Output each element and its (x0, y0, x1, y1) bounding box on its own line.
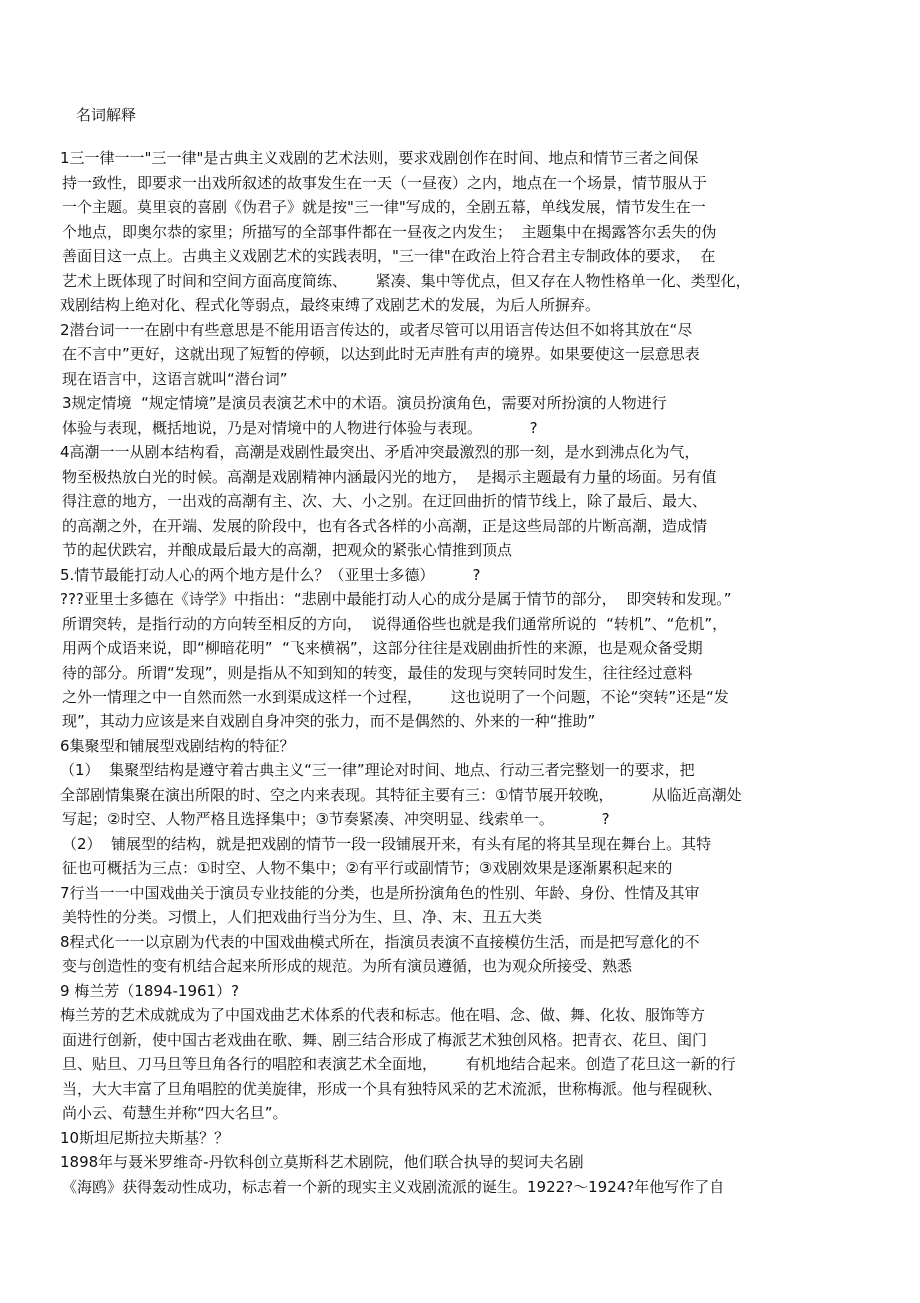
text-line: 5.情节最能打动人心的两个地方是什么？（亚里士多德） ? (60, 566, 481, 584)
text-line: 3规定情境 “规定情境”是演员表演艺术中的术语。演员扮演角色，需要对所扮演的人物进行 (62, 394, 667, 412)
text-line: 尚小云、荀慧生并称“四大名旦”。 (62, 1104, 288, 1122)
text-line: 节的起伏跌宕，并酿成最后最大的高潮，把观众的紧张心情推到顶点 (62, 541, 513, 559)
text-line: 现在语言中，这语言就叫“潜台词” (62, 370, 288, 388)
text-line: 得注意的地方，一出戏的高潮有主、次、大、小之别。在迂回曲折的情节线上，除了最后、最大、 (62, 492, 708, 510)
text-line: ???亚里士多德在《诗学》中指出：“悲剧中最能打动人心的成分是属于情节的部分， 即突转和发现。” (60, 590, 732, 608)
text-line: 8程式化一一以京剧为代表的中国戏曲模式所在，指演员表演不直接模仿生活，而是把写意化的不 (60, 933, 700, 951)
text-line: 的高潮之外，在开端、发展的阶段中，也有各式各样的小高潮，正是这些局部的片断高潮，造成情 (62, 517, 708, 535)
text-line: 《海鸥》获得轰动性成功，标志着一个新的现实主义戏剧流派的诞生。1922?～1924?年他写作了自 (62, 1178, 725, 1196)
text-line: 所谓突转，是指行动的方向转至相反的方向， 说得通俗些也就是我们通常所说的 “转机”、“危机”， (62, 615, 728, 633)
text-line: 1三一律一一"三一律"是古典主义戏剧的艺术法则，要求戏剧创作在时间、地点和情节三者之间保 (60, 149, 699, 167)
text-line: 梅兰芳的艺术成就成为了中国戏曲艺术体系的代表和标志。他在唱、念、做、舞、化妆、服饰等方 (60, 1006, 706, 1024)
text-line: 7行当一一中国戏曲关于演员专业技能的分类，也是所扮演角色的性别、年龄、身份、性情及其审 (60, 884, 700, 902)
text-line: （2） 铺展型的结构，就是把戏剧的情节一段一段铺展开来，有头有尾的将其呈现在舞台上。其特 (62, 835, 712, 853)
text-line: 持一致性，即要求一出戏所叙述的故事发生在一天（一昼夜）之内，地点在一个场景，情节服从于 (62, 174, 708, 192)
text-line: 用两个成语来说，即“柳暗花明” “飞来横祸”，这部分往往是戏剧曲折性的来源，也是观众备受期 (62, 639, 703, 657)
text-line: 征也可概括为三点：①时空、人物不集中；②有平行或副情节；③戏剧效果是逐渐累积起来的 (62, 859, 673, 877)
text-line: 在不言中”更好，这就出现了短暂的停顿，以达到此时无声胜有声的境界。如果要使这一层意思表 (62, 345, 700, 363)
text-line: （1） 集聚型结构是遵守着古典主义“三一律”理论对时间、地点、行动三者完整划一的要求，把 (60, 761, 695, 779)
text-line: 物至极热放白光的时候。高潮是戏剧精神内涵最闪光的地方， 是揭示主题最有力量的场面。另有值 (62, 468, 717, 486)
text-line: 个地点，即奥尔恭的家里；所描写的全部事件都在一昼夜之内发生； 主题集中在揭露答尔丢失的伪 (62, 223, 717, 241)
page-heading: 名词解释 (76, 106, 137, 124)
text-line: 写起；②时空、人物严格且选择集中；③节奏紧凑、冲突明显、线索单一。 ? (62, 810, 610, 828)
text-line: 之外一情理之中一自然而然一水到渠成这样一个过程， 这也说明了一个问题，不论“突转”还是“发 (62, 688, 729, 706)
text-line: 戏剧结构上绝对化、程式化等弱点，最终束缚了戏剧艺术的发展，为后人所摒弃。 (60, 296, 601, 314)
text-line: 10斯坦尼斯拉夫斯基？？ (60, 1129, 230, 1147)
text-line: 面进行创新，使中国古老戏曲在歌、舞、剧三结合形成了梅派艺术独创风格。把青衣、花旦、闺门 (62, 1031, 708, 1049)
text-line: 美特性的分类。习惯上，人们把戏曲行当分为生、旦、净、末、丑五大类 (62, 908, 543, 926)
text-line: 待的部分。所谓“发现”，则是指从不知到知的转变，最佳的发现与突转同时发生，往往经过意料 (62, 664, 693, 682)
text-line: 一个主题。莫里哀的喜剧《伪君子》就是按"三一律"写成的，全剧五幕，单线发展，情节发生在一 (62, 198, 706, 216)
text-line: 全部剧情集聚在演出所限的时、空之内来表现。其特征主要有三：①情节展开较晚， 从临近高潮处 (60, 786, 742, 804)
text-line: 现”，其动力应该是来自戏剧自身冲突的张力，而不是偶然的、外来的一种“推助” (62, 712, 596, 730)
text-line: 9 梅兰芳（1894-1961）? (60, 982, 240, 1000)
text-line: 旦、贴旦、刀马旦等旦角各行的唱腔和表演艺术全面地， 有机地结合起来。创造了花旦这一新的行 (62, 1055, 736, 1073)
text-line: 6集聚型和铺展型戏剧结构的特征？ (60, 737, 295, 755)
text-line: 2潜台词一一在剧中有些意思是不能用语言传达的，或者尽管可以用语言传达但不如将其放在“尽 (60, 321, 693, 339)
text-line: 变与创造性的变有机结合起来所形成的规范。为所有演员遵循，也为观众所接受、熟悉 (62, 957, 633, 975)
text-line: 1898年与聂米罗维奇-丹钦科创立莫斯科艺术剧院，他们联合执导的契诃夫名剧 (60, 1153, 584, 1171)
text-line: 体验与表现，概括地说，乃是对情境中的人物进行体验与表现。 ? (62, 419, 538, 437)
text-line: 艺术上既体现了时间和空间方面高度简练、 紧凑、集中等优点，但又存在人物性格单一化、类型化， (62, 272, 751, 290)
text-line: 善面目这一点上。古典主义戏剧艺术的实践表明，"三一律"在政治上符合君主专制政体的要求， 在 (62, 247, 716, 265)
text-line: 4高潮一一从剧本结构看，高潮是戏剧性最突出、矛盾冲突最激烈的那一刻，是水到沸点化为气， (60, 443, 700, 461)
text-line: 当，大大丰富了旦角唱腔的优美旋律，形成一个具有独特风采的艺术流派，世称梅派。他与程砚秋、 (62, 1080, 723, 1098)
